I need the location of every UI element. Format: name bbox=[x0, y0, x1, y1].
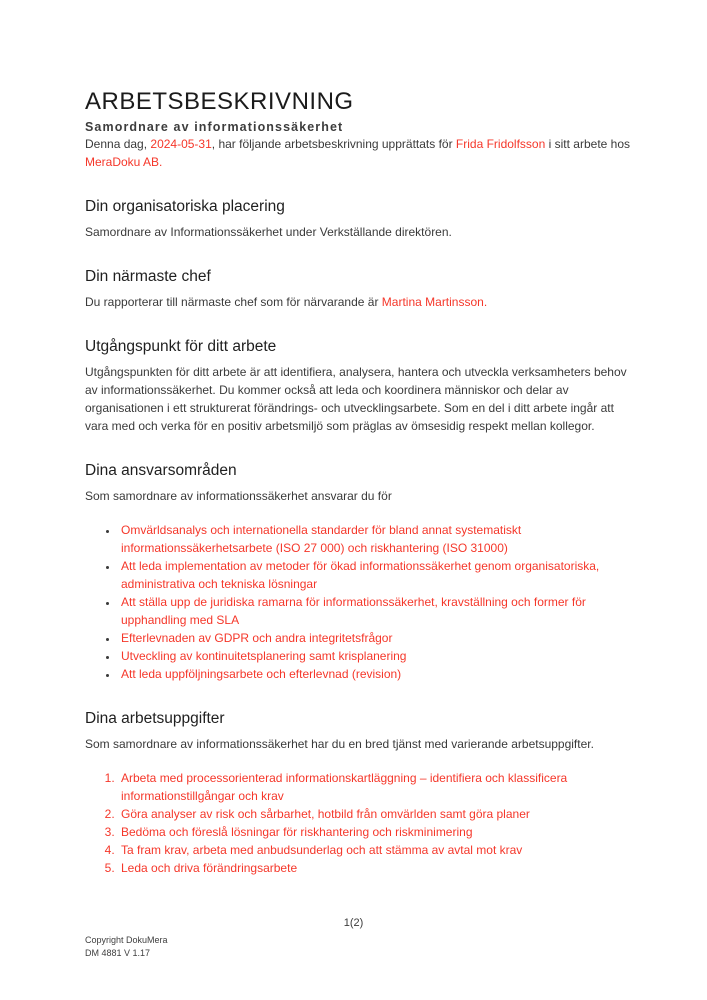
section-heading: Dina ansvarsområden bbox=[85, 462, 237, 479]
section-heading: Utgångspunkt för ditt arbete bbox=[85, 338, 277, 355]
document-id-line: DM 4881 V 1.17 bbox=[85, 947, 151, 958]
list-item: • Att ställa upp de juridiska ramarna för informationssäkerhet, kravställning och former för upphandling med SLA bbox=[118, 593, 635, 629]
section-heading: Dina arbetsuppgifter bbox=[85, 710, 225, 727]
document-subtitle: Samordnare av informationssäkerhet bbox=[85, 120, 344, 134]
document-title: ARBETSBESKRIVNING bbox=[85, 88, 354, 115]
list-item: • Att leda uppföljningsarbete och efterlevnad (revision) bbox=[118, 665, 635, 683]
page-number: 1(2) bbox=[343, 917, 364, 929]
section-narmaste-chef bbox=[85, 267, 635, 311]
intro-date: 2024-05-31 bbox=[150, 137, 212, 151]
intro-paragraph bbox=[85, 135, 635, 171]
intro-company-name: MeraDoku AB. bbox=[85, 155, 163, 169]
section-utgangspunkt bbox=[85, 337, 635, 435]
manager-text: Du rapporterar till närmaste chef som för närvarande är bbox=[85, 295, 382, 309]
section-heading: Din organisatoriska placering bbox=[85, 198, 285, 215]
section-arbetsuppgifter bbox=[85, 709, 635, 877]
list-item: 3. Bedöma och föreslå lösningar för riskhantering och riskminimering bbox=[118, 823, 635, 841]
copyright-line: Copyright DokuMera bbox=[85, 935, 168, 945]
list-item: 4. Ta fram krav, arbeta med anbudsunderlag och att stämma av avtal mot krav bbox=[118, 841, 635, 859]
section-red-text: Samordnare av Informationssäkerhet under Verkställande direktören. bbox=[85, 225, 452, 239]
list-item: • Efterlevnaden av GDPR och andra integritetsfrågor bbox=[118, 629, 635, 647]
manager-name: Martina Martinsson. bbox=[381, 295, 488, 309]
list-item: • Utveckling av kontinuitetsplanering samt krisplanering bbox=[118, 647, 635, 665]
section-body: Som samordnare av informationssäkerhet ansvarar du för bbox=[85, 489, 392, 503]
intro-text-2: , har följande arbetsbeskrivning upprättats för bbox=[211, 137, 456, 151]
intro-text-1: Denna dag, bbox=[85, 137, 151, 151]
intro-text-3: i sitt arbete hos bbox=[545, 137, 631, 151]
list-item: • Att leda implementation av metoder för ökad informationssäkerhet genom organisatoriska, administrativa och tekniska lösningar bbox=[118, 557, 635, 593]
section-body: Utgångspunkten för ditt arbete är att identifiera, analysera, hantera och utveckla verksamheters behov av informationssäkerhet. Du kommer också att leda och koordinera människor och delar av organisationen i ett strukturerat förändrings- och utvecklingsarbete. Som en del i ditt arbete ingår att vara med och verka för en positiv arbetsmiljö som präglas av ömsesidig respekt mellan kollegor. bbox=[85, 365, 627, 433]
list-item: 2. Göra analyser av risk och sårbarhet, hotbild från omvärlden samt göra planer bbox=[118, 805, 635, 823]
footer-copyright bbox=[85, 934, 168, 959]
section-ansvarsomraden bbox=[85, 461, 635, 683]
intro-employee-name: Frida Fridolfsson bbox=[455, 137, 546, 151]
responsibilities-list bbox=[85, 521, 635, 683]
tasks-list bbox=[85, 769, 635, 877]
section-organisatorisk-placering bbox=[85, 197, 635, 241]
section-body bbox=[85, 293, 635, 311]
list-item: 1. Arbeta med processorienterad informationskartläggning – identifiera och klassificera informationstillgångar och krav bbox=[118, 769, 635, 805]
section-body: Som samordnare av informationssäkerhet har du en bred tjänst med varierande arbetsuppgifter. bbox=[85, 737, 594, 751]
section-heading: Din närmaste chef bbox=[85, 268, 211, 285]
list-item: • Omvärldsanalys och internationella standarder för bland annat systematiskt informationssäkerhetsarbete (ISO 27 000) och riskhantering (ISO 31000) bbox=[118, 521, 635, 557]
list-item: 5. Leda och driva förändringsarbete bbox=[118, 859, 635, 877]
